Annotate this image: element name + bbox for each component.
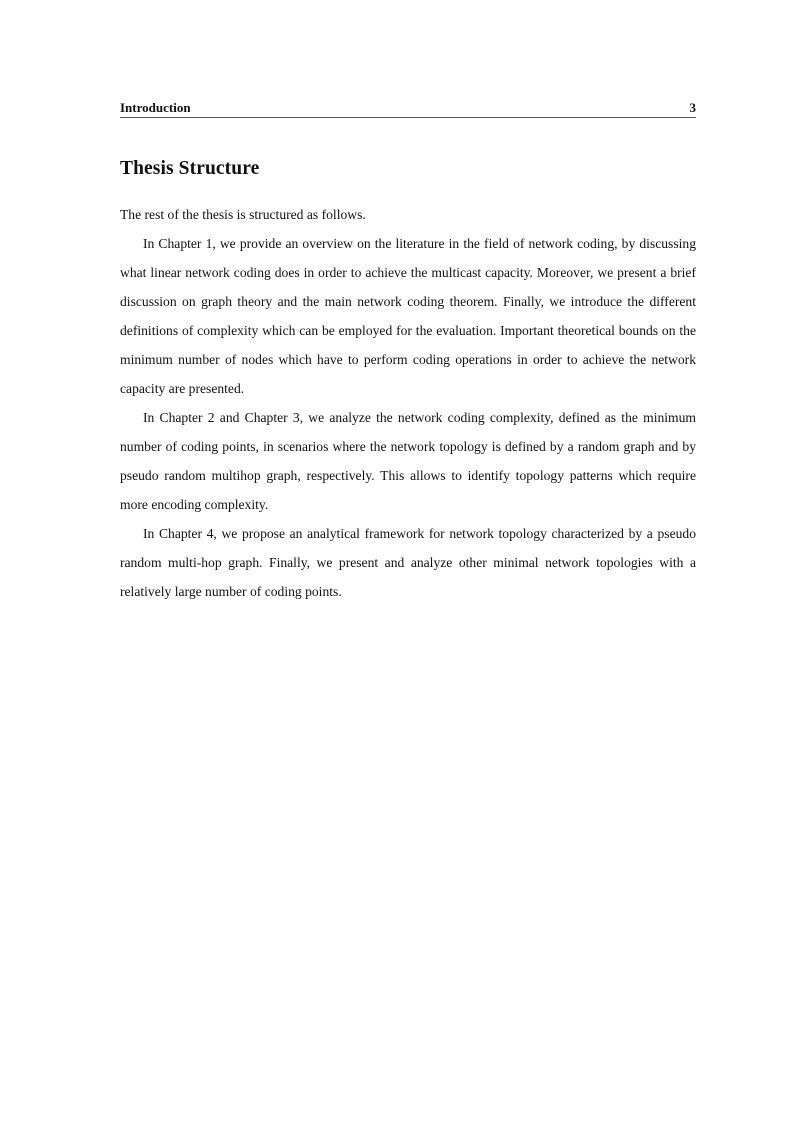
section-title: Thesis Structure bbox=[120, 158, 260, 179]
document-page bbox=[120, 0, 696, 1123]
header-chapter-title: Introduction bbox=[120, 100, 191, 115]
running-header bbox=[120, 99, 696, 118]
body-text bbox=[120, 200, 696, 606]
paragraph-chapter-1: In Chapter 1, we provide an overview on the literature in the field of network coding, by discussing what linear network coding does in order to achieve the multicast capacity. Moreover, we present a brief discussion on graph theory and the main network coding theorem. Finally, we introduce the different definitions of complexity which can be employed for the evaluation. Important theoretical bounds on the minimum number of nodes which have to perform coding operations in order to achieve the network capacity are presented. bbox=[120, 236, 696, 396]
paragraph-chapter-2-3: In Chapter 2 and Chapter 3, we analyze the network coding complexity, defined as the minimum number of coding points, in scenarios where the network topology is defined by a random graph and by pseudo random multihop graph, respectively. This allows to identify topology patterns which require more encoding complexity. bbox=[120, 410, 696, 512]
paragraph-chapter-4: In Chapter 4, we propose an analytical framework for network topology characterized by a pseudo random multi-hop graph. Finally, we present and analyze other minimal network topologies with a relatively large number of coding points. bbox=[120, 526, 696, 599]
paragraph-intro: The rest of the thesis is structured as follows. bbox=[120, 207, 366, 222]
page-number: 3 bbox=[689, 100, 696, 115]
